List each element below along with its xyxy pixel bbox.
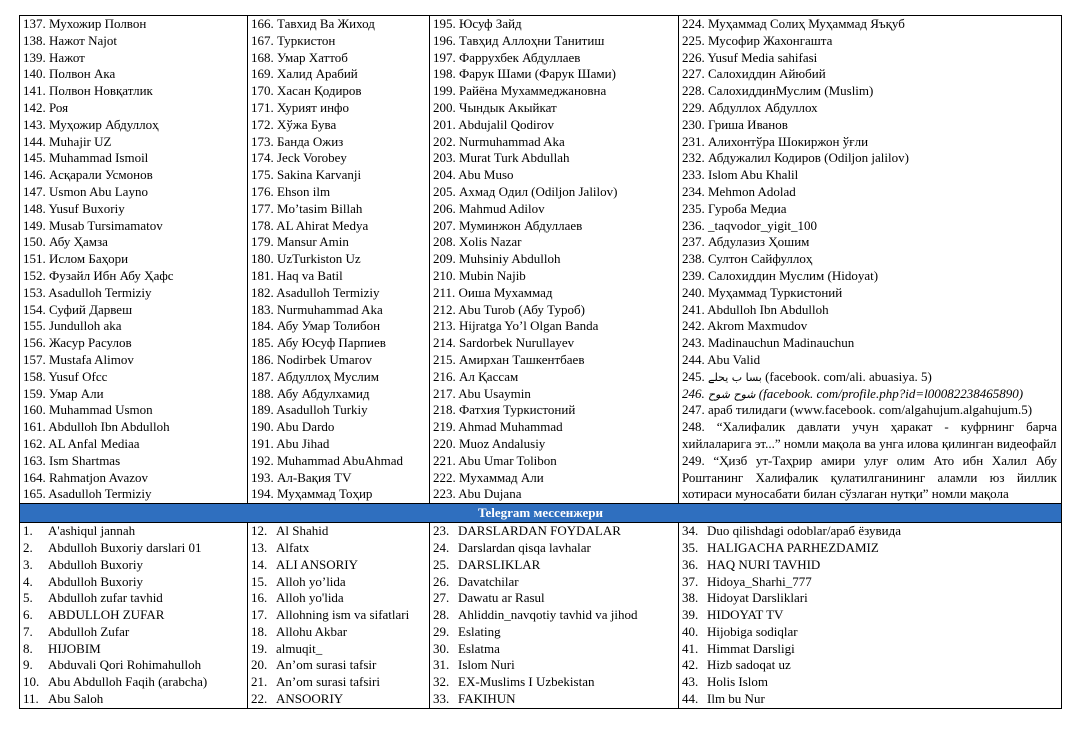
list-item: 237. Абдулазиз Ҳошим (682, 234, 810, 250)
telegram-col1 (20, 523, 248, 709)
list-item: 176. Ehson ilm (251, 183, 331, 199)
item-number: 42. (682, 657, 699, 673)
list-item: 223. Abu Dujana (433, 486, 522, 502)
list-item: 216. Ал Қассам (433, 368, 519, 384)
item-number: 29. (433, 623, 450, 639)
channel-name: Eslating (458, 623, 501, 639)
telegram-list-item (682, 574, 1057, 591)
item-number: 25. (433, 556, 450, 572)
channel-name: Hidoyat Darsliklari (707, 590, 808, 606)
document-page (19, 15, 1061, 709)
list-item: 229. Абдуллох Абдуллох (682, 99, 818, 115)
list-item: 221. Abu Umar Tolibon (433, 452, 557, 468)
item-number: 14. (251, 556, 268, 572)
item-number: 11. (23, 691, 39, 707)
channel-name: Ahliddin_navqotiy tavhid va jihod (458, 607, 638, 623)
telegram-list-item (23, 691, 247, 708)
telegram-list-item (433, 641, 678, 658)
list-item-247: 247. араб тилидаги (www.facebook. com/algahujum.algahujum.5) (682, 402, 1033, 418)
list-item: 194. Муҳаммад Тоҳир (251, 486, 373, 502)
telegram-list-item (23, 657, 247, 674)
list-item: 169. Халид Арабий (251, 66, 358, 82)
list-item: 138. Нажот Najot (23, 32, 117, 48)
list-item: 155. Jundulloh aka (23, 318, 122, 334)
list-item: 187. Абдуллоҳ Муслим (251, 368, 379, 384)
item-number: 40. (682, 623, 699, 639)
channel-name: An’om surasi tafsir (276, 657, 377, 673)
list-item: 144. Muhajir UZ (23, 133, 112, 149)
item-number: 1. (23, 523, 33, 539)
channel-name: Hidoya_Sharhi_777 (707, 573, 812, 589)
item-number: 34. (682, 523, 699, 539)
telegram-list-item (682, 691, 1057, 708)
item-number: 33. (433, 691, 450, 707)
telegram-list-item (23, 674, 247, 691)
telegram-list-item (682, 523, 1057, 540)
list-item: 179. Mansur Amin (251, 234, 349, 250)
item-number: 24. (433, 539, 450, 555)
channel-list-table (19, 15, 1062, 709)
item-number: 3. (23, 556, 33, 572)
telegram-list-item (23, 607, 247, 624)
list-item: 157. Mustafa Alimov (23, 351, 134, 367)
list-item: 212. Abu Turob (Абу Туроб) (433, 301, 585, 317)
section1-col3-list (433, 16, 678, 503)
telegram-col2 (248, 523, 430, 709)
item-number: 32. (433, 674, 450, 690)
list-item: 206. Mahmud Adilov (433, 200, 545, 216)
list-item: 236. _taqvodor_yigit_100 (682, 217, 818, 233)
item-number: 23. (433, 523, 450, 539)
item-number: 9. (23, 657, 33, 673)
telegram-col1-list (23, 523, 247, 708)
telegram-list-item (251, 574, 429, 591)
list-item: 230. Гриша Иванов (682, 116, 788, 132)
telegram-list-item (251, 590, 429, 607)
list-item: 145. Muhammad Ismoil (23, 150, 149, 166)
list-item: 173. Банда Ожиз (251, 133, 344, 149)
item-number: 17. (251, 607, 268, 623)
item-number: 18. (251, 623, 268, 639)
channel-name: Abduvali Qori Rohimahulloh (48, 657, 202, 673)
list-item: 185. Абу Юсуф Парпиев (251, 335, 386, 351)
list-item: 222. Мухаммад Али (433, 469, 544, 485)
telegram-list-item (682, 624, 1057, 641)
list-item: 178. AL Ahirat Medya (251, 217, 369, 233)
channel-name: ANSOORIY (276, 691, 344, 707)
telegram-list-item (682, 641, 1057, 658)
channel-name: Abdulloh Buxoriy (48, 556, 143, 572)
list-item: 225. Мусофир Жахонгашта (682, 32, 833, 48)
list-item: 243. Madinauchun Madinauchun (682, 335, 855, 351)
telegram-list-item (433, 691, 678, 708)
channel-name: Alloh yo’lida (276, 573, 346, 589)
channel-name: DARSLARDAN FOYDALAR (458, 523, 621, 539)
list-item: 146. Асқарали Усмонов (23, 167, 153, 183)
list-item: 154. Суфий Дарвеш (23, 301, 133, 317)
item-number: 28. (433, 607, 450, 623)
list-item: 211. Оиша Мухаммад (433, 284, 553, 300)
list-item: 201. Abdujalil Qodirov (433, 116, 554, 132)
item-number: 16. (251, 590, 268, 606)
list-item: 218. Фатхия Туркистоний (433, 402, 576, 418)
item-number: 2. (23, 539, 33, 555)
channel-name: EX-Muslims I Uzbekistan (458, 674, 595, 690)
list-item-246: 246. شوح شوح (facebook. com/profile.php?id=l00082238465890) (682, 385, 1024, 401)
telegram-list-item (433, 657, 678, 674)
channel-name: ALI ANSORIY (276, 556, 358, 572)
telegram-col2-list (251, 523, 429, 708)
item-number: 6. (23, 607, 33, 623)
list-item: 164. Rahmatjon Avazov (23, 469, 149, 485)
channel-name: Abu Saloh (48, 691, 104, 707)
list-item: 151. Ислом Баҳори (23, 251, 129, 267)
telegram-col3-list (433, 523, 678, 708)
item-number: 44. (682, 691, 699, 707)
telegram-list-item (23, 523, 247, 540)
channel-name: An’om surasi tafsiri (276, 674, 380, 690)
section1-col1 (20, 16, 248, 504)
telegram-list-item (433, 574, 678, 591)
list-item: 139. Нажот (23, 49, 85, 65)
list-item: 226. Yusuf Media sahifasi (682, 49, 818, 65)
telegram-list-item (23, 624, 247, 641)
list-item: 224. Муҳаммад Солиҳ Муҳаммад Яъқуб (682, 16, 905, 31)
telegram-banner: Telegram мессенжери (20, 504, 1062, 523)
channel-name: Islom Nuri (458, 657, 515, 673)
item-number: 39. (682, 607, 699, 623)
telegram-col4-list (682, 523, 1057, 708)
channel-name: Dawatu ar Rasul (458, 590, 545, 606)
telegram-list-item (682, 674, 1057, 691)
channel-name: HIDOYAT TV (707, 607, 784, 623)
section1-col2-list (251, 16, 429, 503)
list-item: 228. СалохиддинМуслим (Muslim) (682, 83, 874, 99)
item-number: 15. (251, 573, 268, 589)
telegram-row (20, 523, 1062, 709)
list-item: 220. Muoz Andalusiy (433, 435, 546, 451)
item-number: 43. (682, 674, 699, 690)
list-item: 192. Muhammad AbuAhmad (251, 452, 404, 468)
list-item: 166. Тавхид Ва Жиход (251, 16, 375, 31)
item-number: 38. (682, 590, 699, 606)
channel-name: Duo qilishdagi odoblar/араб ёзувида (707, 523, 902, 539)
list-item: 149. Musab Tursimamatov (23, 217, 163, 233)
list-item: 148. Yusuf Buxoriy (23, 200, 125, 216)
item-number: 26. (433, 573, 450, 589)
list-item: 203. Murat Turk Abdullah (433, 150, 570, 166)
telegram-list-item (433, 557, 678, 574)
section1-col4 (679, 16, 1062, 504)
channel-name: HALIGACHA PARHEZDAMIZ (707, 539, 879, 555)
list-item: 241. Abdulloh Ibn Abdulloh (682, 301, 829, 317)
list-item: 210. Mubin Najib (433, 267, 526, 283)
telegram-list-item (251, 641, 429, 658)
telegram-col3 (430, 523, 679, 709)
channel-name: Darslardan qisqa lavhalar (458, 539, 591, 555)
telegram-banner-row (20, 504, 1062, 523)
item-number: 22. (251, 691, 268, 707)
channel-name: Allohning ism va sifatlari (276, 607, 410, 623)
telegram-list-item (251, 691, 429, 708)
list-item: 198. Фарук Шами (Фарук Шами) (433, 66, 616, 82)
list-item: 150. Абу Ҳамза (23, 234, 108, 250)
channel-name: almuqit_ (276, 640, 323, 656)
list-item: 204. Abu Muso (433, 167, 514, 183)
list-item: 190. Abu Dardo (251, 419, 335, 435)
telegram-list-item (433, 523, 678, 540)
item-number: 21. (251, 674, 268, 690)
list-item: 196. Тавҳид Аллоҳни Танитиш (433, 32, 605, 48)
item-number: 27. (433, 590, 450, 606)
list-item: 205. Ахмад Одил (Odiljon Jalilov) (433, 183, 618, 199)
channel-name: Himmat Darsligi (707, 640, 795, 656)
list-item-245: 245. بسا ب یحلے (facebook. com/ali. abuasiya. 5) (682, 368, 932, 384)
telegram-list-item (433, 540, 678, 557)
list-item: 213. Hijratga Yo’l Olgan Banda (433, 318, 599, 334)
item-number: 13. (251, 539, 268, 555)
telegram-list-item (23, 590, 247, 607)
channel-name: Allohu Akbar (276, 623, 348, 639)
list-item: 140. Полвон Ака (23, 66, 116, 82)
list-item: 219. Ahmad Muhammad (433, 419, 563, 435)
list-item: 152. Фузайл Ибн Абу Ҳафс (23, 267, 174, 283)
list-item: 240. Муҳаммад Туркистоний (682, 284, 843, 300)
list-item-249: 249. “Ҳизб ут-Таҳрир амири улуғ олим Ато ибн Халил Абу Роштанинг Халифалик қулатилганининг аламли юз йиллик хотираси муносабати билан сўзлаган нутқи” номли мақола (682, 452, 1057, 502)
arabic-name-245: بسا ب یحلے (708, 370, 762, 384)
list-item: 163. Ism Shartmas (23, 452, 121, 468)
list-item: 235. Гуроба Медиа (682, 200, 787, 216)
list-item: 208. Xolis Nazar (433, 234, 522, 250)
list-item: 193. Ал-Вақия TV (251, 469, 352, 485)
list-item: 233. Islom Abu Khalil (682, 167, 799, 183)
telegram-list-item (23, 540, 247, 557)
telegram-list-item (433, 624, 678, 641)
channel-name: Davatchilar (458, 573, 519, 589)
item-number: 19. (251, 640, 268, 656)
list-item: 217. Abu Usaymin (433, 385, 531, 401)
list-item: 158. Yusuf Ofcc (23, 368, 108, 384)
list-item: 215. Амирхан Ташкентбаев (433, 351, 585, 367)
list-item: 209. Muhsiniy Abdulloh (433, 251, 561, 267)
list-item: 170. Хасан Қодиров (251, 83, 362, 99)
list-item: 202. Nurmuhammad Aka (433, 133, 565, 149)
item-number: 20. (251, 657, 268, 673)
item-number: 5. (23, 590, 33, 606)
item-number: 7. (23, 623, 33, 639)
list-item: 156. Жасур Расулов (23, 335, 132, 351)
telegram-list-item (23, 574, 247, 591)
channel-name: A'ashiqul jannah (48, 523, 136, 539)
list-item: 159. Умар Али (23, 385, 104, 401)
list-item: 214. Sardorbek Nurullayev (433, 335, 575, 351)
telegram-list-item (682, 540, 1057, 557)
list-item: 184. Абу Умар Толибон (251, 318, 381, 334)
channel-name: Abdulloh zufar tavhid (48, 590, 163, 606)
item-number: 8. (23, 640, 33, 656)
item-number: 36. (682, 556, 699, 572)
section1-row (20, 16, 1062, 504)
channel-name: Eslatma (458, 640, 500, 656)
list-item: 171. Хурият инфо (251, 99, 349, 115)
channel-name: Hijobiga sodiqlar (707, 623, 798, 639)
section1-col1-list (23, 16, 247, 503)
channel-name: Abdulloh Buxoriy darslari 01 (48, 539, 202, 555)
telegram-list-item (251, 540, 429, 557)
list-item: 188. Абу Абдулхамид (251, 385, 370, 401)
list-item: 162. AL Anfal Mediaa (23, 435, 140, 451)
telegram-list-item (251, 657, 429, 674)
list-item: 232. Абдужалил Кодиров (Odiljon jalilov) (682, 150, 909, 166)
telegram-list-item (251, 607, 429, 624)
list-item: 207. Муминжон Абдуллаев (433, 217, 583, 233)
channel-name: HAQ NURI TAVHID (707, 556, 821, 572)
item-number: 41. (682, 640, 699, 656)
list-item: 172. Хўжа Бува (251, 116, 337, 132)
arabic-name-246: شوح شوح (708, 387, 756, 401)
channel-name: Al Shahid (276, 523, 329, 539)
list-item: 161. Abdulloh Ibn Abdulloh (23, 419, 170, 435)
list-item: 227. Салохиддин Айюбий (682, 66, 826, 82)
list-item: 167. Туркистон (251, 32, 336, 48)
list-item: 168. Умар Хаттоб (251, 49, 348, 65)
channel-name: Abdulloh Buxoriy (48, 573, 143, 589)
list-item: 231. Алихонтўра Шокиржон ўғли (682, 133, 869, 149)
telegram-list-item (682, 607, 1057, 624)
item-number: 31. (433, 657, 450, 673)
channel-name: Holis Islom (707, 674, 769, 690)
list-item: 142. Роя (23, 99, 69, 115)
list-item: 180. UzTurkiston Uz (251, 251, 361, 267)
telegram-list-item (682, 557, 1057, 574)
channel-name: Alloh yo'lida (276, 590, 344, 606)
telegram-list-item (251, 557, 429, 574)
channel-name: Abu Abdulloh Faqih (arabcha) (48, 674, 208, 690)
list-item: 199. Райёна Мухаммеджановна (433, 83, 607, 99)
channel-name: Abdulloh Zufar (48, 623, 130, 639)
list-item: 239. Салохиддин Муслим (Hidoyat) (682, 267, 879, 283)
list-item: 244. Abu Valid (682, 351, 761, 367)
list-item: 174. Jeck Vorobey (251, 150, 347, 166)
channel-name: Alfatx (276, 539, 310, 555)
telegram-list-item (251, 674, 429, 691)
list-item: 197. Фаррухбек Абдуллаев (433, 49, 581, 65)
list-item: 182. Asadulloh Termiziy (251, 284, 380, 300)
item-number: 37. (682, 573, 699, 589)
list-item: 242. Akrom Maxmudov (682, 318, 808, 334)
item-number: 4. (23, 573, 33, 589)
section1-col2 (248, 16, 430, 504)
channel-name: Ilm bu Nur (707, 691, 765, 707)
telegram-list-item (251, 624, 429, 641)
list-item: 153. Asadulloh Termiziy (23, 284, 152, 300)
telegram-list-item (682, 657, 1057, 674)
list-item-248: 248. “Халифалик давлати учун ҳаракат - куфрнинг барча хийлаларига эт...” номли мақола ва унга илова қилинган видеофайл (682, 419, 1057, 451)
list-item: 160. Muhammad Usmon (23, 402, 153, 418)
list-item: 200. Чындык Акыйкат (433, 99, 557, 115)
item-number: 30. (433, 640, 450, 656)
item-number: 35. (682, 539, 699, 555)
channel-name: ABDULLOH ZUFAR (48, 607, 165, 623)
channel-name: FAKIHUN (458, 691, 516, 707)
telegram-list-item (251, 523, 429, 540)
list-item: 234. Mehmon Adolad (682, 183, 796, 199)
channel-name: Hizb sadoqat uz (707, 657, 791, 673)
list-item: 181. Haq va Batil (251, 267, 343, 283)
telegram-col4 (679, 523, 1062, 709)
list-item: 186. Nodirbek Umarov (251, 351, 372, 367)
list-item: 147. Usmon Abu Layno (23, 183, 148, 199)
list-item: 165. Asadulloh Termiziy (23, 486, 152, 502)
item-number: 10. (23, 674, 40, 690)
list-item: 195. Юсуф Зайд (433, 16, 522, 31)
item-number: 12. (251, 523, 268, 539)
telegram-list-item (682, 590, 1057, 607)
channel-name: HIJOBIM (48, 640, 101, 656)
section1-col3 (430, 16, 679, 504)
list-item: 183. Nurmuhammad Aka (251, 301, 383, 317)
channel-name: DARSLIKLAR (458, 556, 541, 572)
list-item: 137. Мухожир Полвон (23, 16, 147, 31)
list-item: 141. Полвон Новқатлик (23, 83, 153, 99)
telegram-list-item (433, 590, 678, 607)
telegram-list-item (433, 674, 678, 691)
telegram-list-item (23, 641, 247, 658)
list-item: 175. Sakina Karvanji (251, 167, 362, 183)
telegram-list-item (23, 557, 247, 574)
list-item: 177. Mo’tasim Billah (251, 200, 363, 216)
telegram-list-item (433, 607, 678, 624)
list-item: 238. Султон Сайфуллоҳ (682, 251, 813, 267)
list-item: 191. Abu Jihad (251, 435, 330, 451)
list-item: 189. Asadulloh Turkiy (251, 402, 368, 418)
list-item: 143. Муҳожир Абдуллоҳ (23, 116, 159, 132)
section1-col4-list (682, 16, 1057, 369)
